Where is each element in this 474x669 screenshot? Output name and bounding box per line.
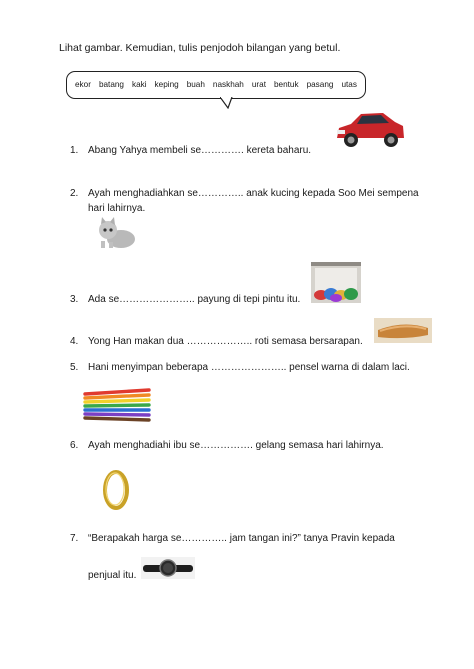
- pencils-image: [83, 388, 153, 424]
- question-text: Ayah menghadiahi ibu se……………. gelang semasa hari lahirnya.: [88, 440, 384, 451]
- bread-image: [374, 318, 432, 343]
- question-number: 5.: [70, 362, 79, 373]
- word-bank-item: bentuk: [273, 80, 299, 89]
- question-number: 3.: [70, 294, 79, 305]
- bangle-image: [100, 468, 132, 512]
- word-bank-item: utas: [341, 80, 357, 89]
- question-text-continued: hari lahirnya.: [88, 203, 146, 214]
- watch-image: [141, 557, 195, 579]
- question-number: 2.: [70, 188, 79, 199]
- word-bank-box: [66, 71, 366, 99]
- question-text: Ayah menghadiahkan se………….. anak kucing kepada Soo Mei sempena: [88, 188, 419, 199]
- question-text-continued: penjual itu.: [88, 570, 137, 581]
- word-bank-item: keping: [154, 80, 179, 89]
- word-bank-item: kaki: [131, 80, 147, 89]
- question-text: “Berapakah harga se………….. jam tangan ini?” tanya Pravin kepada: [88, 533, 395, 544]
- kitten-image: [95, 217, 137, 249]
- word-bank-item: buah: [186, 80, 205, 89]
- word-bank-item: urat: [251, 80, 266, 89]
- umbrellas-image: [311, 262, 361, 303]
- question-7: [70, 531, 395, 546]
- question-3: [70, 292, 300, 307]
- question-text: Abang Yahya membeli se…………. kereta baharu.: [88, 145, 312, 156]
- question-number: 6.: [70, 440, 79, 451]
- instruction-text: Lihat gambar. Kemudian, tulis penjodoh bilangan yang betul.: [59, 42, 341, 54]
- question-text: Ada se………………….. payung di tepi pintu itu.: [88, 294, 301, 305]
- word-bank-item: pasang: [306, 80, 334, 89]
- speech-tail-icon: [220, 97, 234, 109]
- word-bank-item: naskhah: [212, 80, 244, 89]
- question-2: [70, 186, 419, 216]
- word-bank-list: [67, 80, 365, 89]
- question-number: 4.: [70, 336, 79, 347]
- question-4: [70, 334, 363, 349]
- question-number: 7.: [70, 533, 79, 544]
- question-text: Hani menyimpan beberapa ………………….. pensel warna di dalam laci.: [88, 362, 410, 373]
- word-bank-item: ekor: [75, 80, 91, 89]
- question-number: 1.: [70, 145, 79, 156]
- question-1: [70, 143, 311, 158]
- question-6: [70, 438, 384, 453]
- word-bank-item: batang: [98, 80, 124, 89]
- car-image: [333, 108, 407, 154]
- question-5: [70, 360, 410, 375]
- question-text: Yong Han makan dua ……………….. roti semasa bersarapan.: [88, 336, 363, 347]
